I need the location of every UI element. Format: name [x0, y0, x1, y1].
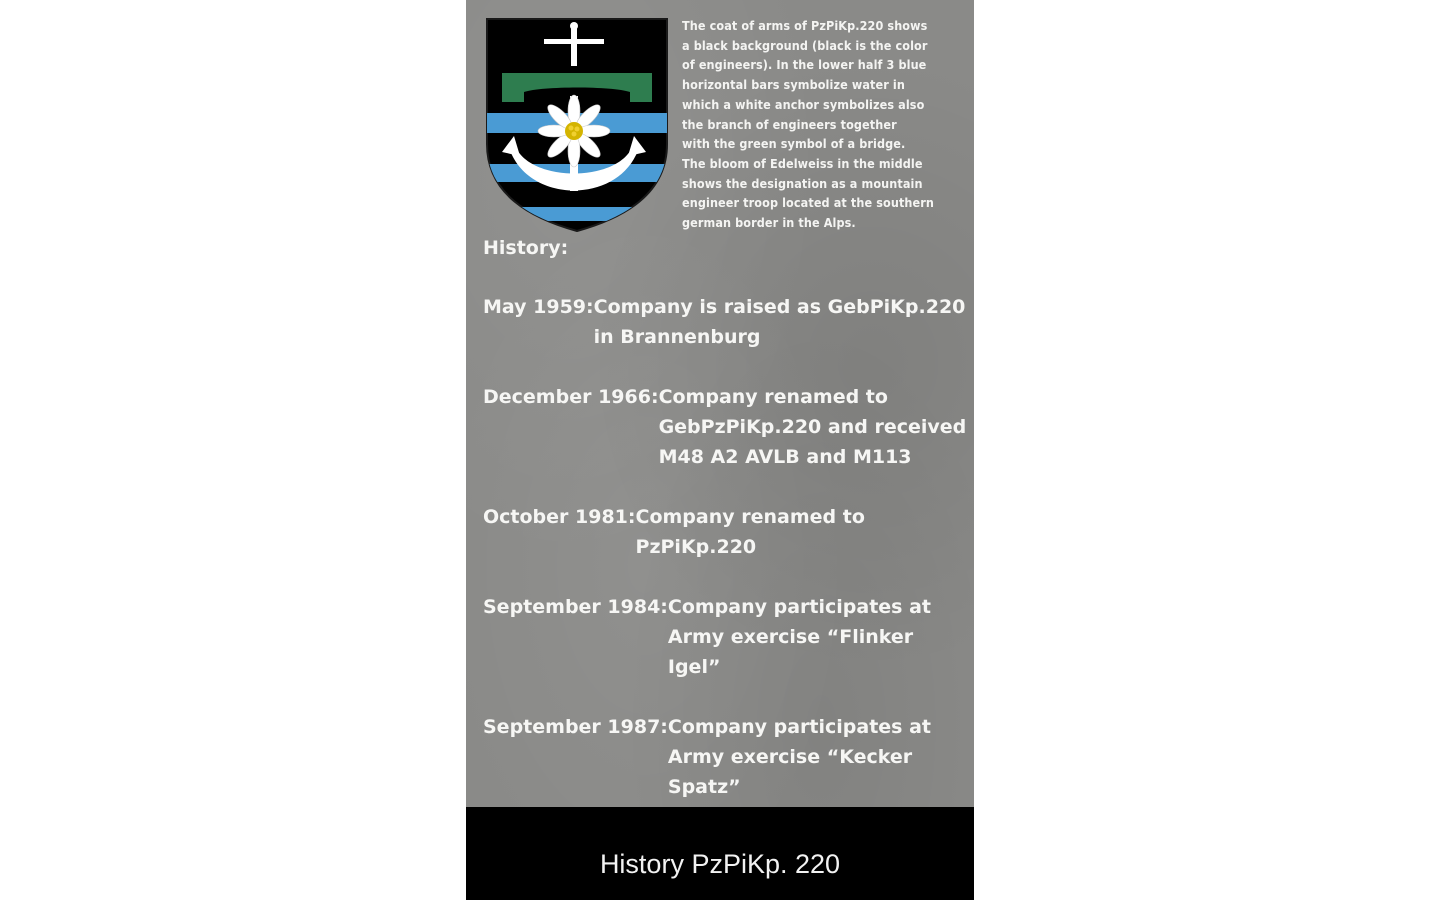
- entry-text: Company renamed to GebPzPiKp.220 and received M48 A2 AVLB and M113: [658, 386, 967, 468]
- history-entry: [483, 502, 968, 562]
- entry-date: September 1987:: [483, 716, 668, 738]
- entry-date: October 1981:: [483, 506, 636, 528]
- history-entry: [483, 712, 968, 802]
- entry-date: May 1959:: [483, 296, 594, 318]
- coat-of-arms-description: The coat of arms of PzPiKp.220 shows a black background (black is the color of engineers). In the lower half 3 blue horizontal bars symbolize water in which a white anchor symbolizes also the branch of engineers together with the green symbol of a bridge. The bloom of Edelweiss in the middle shows the designation as a mountain engineer troop located at the southern german border in the Alps.: [682, 18, 935, 231]
- entry-date: September 1984:: [483, 596, 668, 618]
- image-caption: History PzPiKp. 220: [599, 849, 841, 879]
- history-entry: [483, 292, 968, 352]
- entry-date: December 1966:: [483, 386, 659, 408]
- history-heading: History:: [483, 237, 569, 259]
- caption-bar: [466, 807, 974, 900]
- history-entry: [483, 382, 968, 472]
- entry-text: Company renamed to PzPiKp.220: [635, 506, 865, 558]
- coat-of-arms-icon: [484, 16, 670, 234]
- history-entry: [483, 592, 968, 682]
- entry-text: Company participates at Army exercise “Flinker Igel”: [667, 596, 932, 678]
- entry-text: Company is raised as GebPiKp.220 in Brannenburg: [593, 296, 966, 348]
- history-timeline: [483, 292, 968, 807]
- image-viewer: [466, 0, 974, 900]
- history-image: [466, 0, 974, 807]
- entry-text: Company participates at Army exercise “Kecker Spatz”: [667, 716, 932, 798]
